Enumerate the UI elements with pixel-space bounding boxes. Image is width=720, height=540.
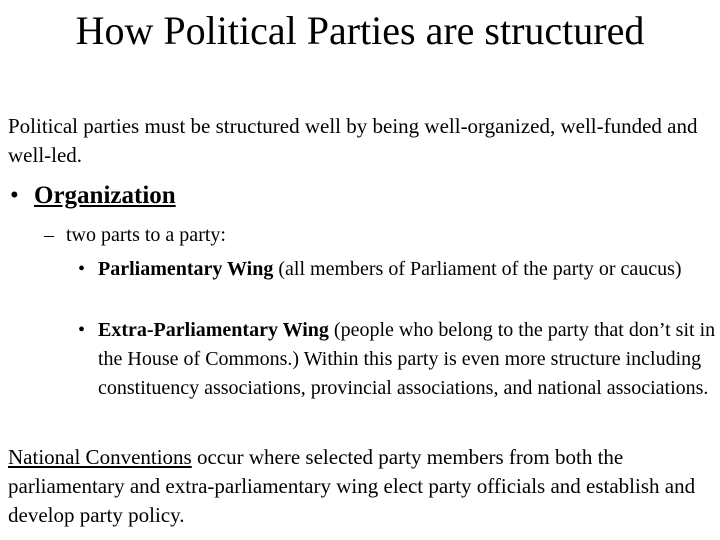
national-conventions-term: National Conventions bbox=[8, 445, 192, 469]
bullet-icon: • bbox=[10, 182, 19, 209]
closing-paragraph bbox=[8, 443, 714, 530]
closing-text: occur where selected party members from both the parliamentary and extra-parliamentary wing elect party officials and establish and develop party policy. bbox=[8, 445, 696, 527]
organization-heading: Organization bbox=[34, 182, 176, 209]
list-item-extra-parliamentary-wing bbox=[78, 316, 720, 403]
list-item-term: Extra-Parliamentary Wing bbox=[98, 319, 329, 341]
organization-bullet bbox=[10, 180, 710, 212]
dash-icon: – bbox=[44, 224, 54, 246]
sub-point bbox=[44, 221, 704, 249]
list-item-description: (people who belong to the party that don’t sit in the House of Commons.) Within this party is even more structure including constituency associations, provincial associations, and national associations. bbox=[98, 319, 716, 399]
list-item-description: (all members of Parliament of the party or caucus) bbox=[273, 258, 682, 280]
intro-paragraph: Political parties must be structured well by being well-organized, well-funded and well-led. bbox=[8, 114, 698, 167]
sub-point-text: two parts to a party: bbox=[66, 224, 226, 246]
list-item-parliamentary-wing bbox=[78, 255, 720, 284]
slide-title: How Political Parties are structured bbox=[75, 8, 645, 53]
list-item-term: Parliamentary Wing bbox=[98, 258, 274, 280]
bullet-icon: • bbox=[78, 258, 86, 280]
bullet-icon: • bbox=[78, 319, 86, 341]
